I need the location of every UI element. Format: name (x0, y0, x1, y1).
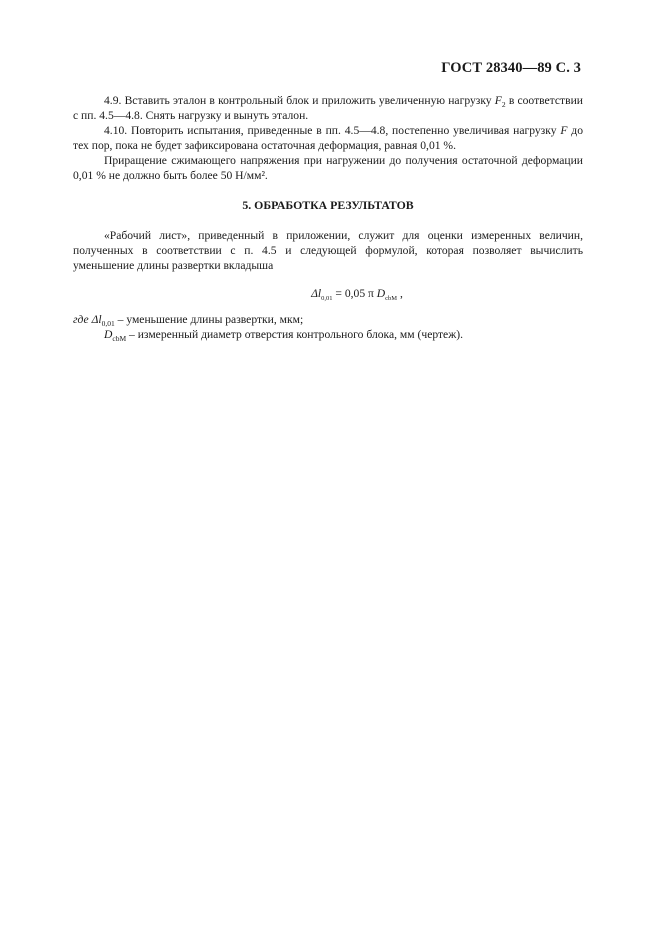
paragraph-4-9 (73, 93, 583, 123)
document-body (73, 93, 583, 342)
def2-sub: cbM (112, 334, 127, 343)
def2-text: – измеренный диаметр отверстия контрольного блока, мм (чертеж). (126, 328, 463, 341)
section-heading: 5. ОБРАБОТКА РЕЗУЛЬТАТОВ (242, 198, 414, 212)
load-subscript: 2 (501, 100, 506, 109)
formula-lhs: Δl (311, 287, 322, 300)
formula-lhs-sub: 0,01 (321, 295, 333, 302)
definition-d (73, 327, 583, 342)
formula-eq: = 0,05 π (332, 287, 377, 300)
formula (73, 286, 583, 301)
def2-var: D (104, 328, 113, 341)
paragraph-worksheet: «Рабочий лист», приведенный в приложении, служит для оценки измеренных величин, полученных в соответствии с п. 4.5 и следующей формулой, которая позволяет вычислить уменьшение длины развертки вкладыша (73, 229, 583, 272)
paragraph-4-9-end: в соответствии с пп. 4.5—4.8. Снять нагрузку и вынуть эталон. (73, 94, 583, 122)
paragraph-4-10 (73, 123, 583, 153)
formula-rhs-sub: cbM (385, 295, 398, 302)
paragraph-4-10-end: до тех пор, пока не будет зафиксирована остаточная деформация, равная 0,01 %. (73, 124, 583, 152)
paragraph-4-10-text: 4.10. Повторить испытания, приведенные в пп. 4.5—4.8, постепенно увеличивая нагрузку (104, 124, 557, 137)
paragraph-increment: Приращение сжимающего напряжения при нагружении до получения остаточной деформации 0,01 % не должно быть более 50 Н/мм². (73, 154, 583, 182)
load-variable: F (494, 94, 502, 107)
formula-tail: , (397, 287, 403, 300)
def1-prefix: где Δl (73, 313, 102, 326)
load-variable: F (560, 124, 568, 137)
def1-sub: 0,01 (101, 319, 115, 328)
definition-delta-l (73, 312, 583, 327)
page-header: ГОСТ 28340—89 С. 3 (441, 60, 581, 76)
formula-rhs: D (376, 287, 386, 300)
paragraph-4-9-text: 4.9. Вставить эталон в контрольный блок и приложить увеличенную нагрузку (104, 94, 492, 107)
def1-text: – уменьшение длины развертки, мкм; (114, 313, 304, 326)
